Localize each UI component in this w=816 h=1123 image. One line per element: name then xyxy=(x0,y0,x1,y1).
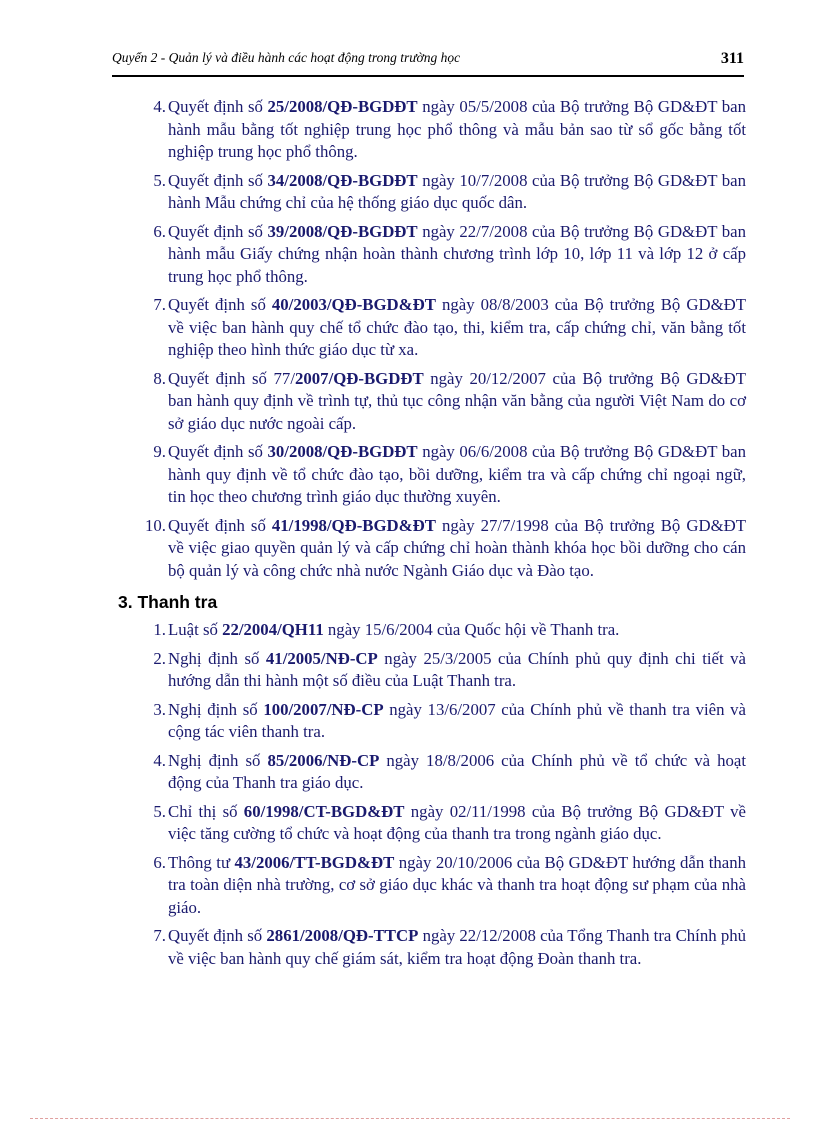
list-item xyxy=(153,221,746,289)
item-text-pre: Quyết định số xyxy=(168,97,268,116)
item-text-post: ngày 25/3/2005 của Chính phủ quy định chi tiết và hướng dẫn thi hành một số điều của Luật Thanh tra. xyxy=(168,648,746,690)
item-text-post: ngày 08/8/2003 của Bộ trưởng Bộ GD&ĐT về việc ban hành quy chế tổ chức đào tạo, thi, kiểm tra, cấp chứng chỉ, văn bằng tốt nghiệp theo hình thức giáo dục từ xa. xyxy=(168,295,746,359)
item-text-pre: Quyết định số xyxy=(168,926,267,945)
document-code: 100/2007/NĐ-CP xyxy=(263,699,384,719)
document-code: 41/1998/QĐ-BGD&ĐT xyxy=(271,515,436,535)
item-number: 6. xyxy=(153,221,166,241)
list-item xyxy=(153,801,746,846)
document-code: 43/2006/TT-BGD&ĐT xyxy=(234,852,395,872)
document-code: 40/2003/QĐ-BGD&ĐT xyxy=(271,295,436,314)
item-text-pre: Nghị định số xyxy=(168,699,264,719)
item-text-post: ngày 06/6/2008 của Bộ trưởng Bộ GD&ĐT ban hành quy định về tổ chức đào tạo, bồi dưỡng, kiểm tra và cấp chứng chỉ ngoại ngữ, tin học theo chương trình giáo dục thường xuyên. xyxy=(168,442,746,506)
item-text-post: ngày 27/7/1998 của Bộ trưởng Bộ GD&ĐT về việc giao quyền quản lý và cấp chứng chỉ hoàn thành khóa học bồi dưỡng cho cán bộ quản lý và công chức nhà nước Ngành Giáo dục và Đào tạo. xyxy=(168,515,746,580)
item-number: 7. xyxy=(153,295,166,314)
document-code: 2007/QĐ-BGDĐT xyxy=(295,368,424,388)
header-rule xyxy=(112,75,744,77)
item-text-pre: Quyết định số 77/ xyxy=(168,368,295,388)
document-code: 25/2008/QĐ-BGDĐT xyxy=(267,97,418,116)
item-number: 6. xyxy=(153,852,166,872)
item-text-pre: Chỉ thị số xyxy=(168,801,244,821)
list-item xyxy=(153,925,746,970)
item-number: 4. xyxy=(153,97,166,116)
item-number: 9. xyxy=(153,442,166,461)
list-item xyxy=(153,699,746,744)
footer-rule xyxy=(30,1118,790,1119)
item-number: 2. xyxy=(153,648,166,668)
item-text-pre: Thông tư xyxy=(168,852,235,872)
document-code: 34/2008/QĐ-BGDĐT xyxy=(267,170,418,190)
list-item xyxy=(153,852,746,920)
document-code: 39/2008/QĐ-BGDĐT xyxy=(267,221,418,241)
item-text-post: ngày 22/7/2008 của Bộ trưởng Bộ GD&ĐT ban hành mẫu Giấy chứng nhận hoàn thành chương trình lớp 10, lớp 11 và lớp 12 ở cấp trung học phổ thông. xyxy=(168,221,746,286)
item-number: 1. xyxy=(153,620,166,639)
page-number: 311 xyxy=(720,50,744,67)
item-text-post: ngày 20/12/2007 của Bộ trưởng Bộ GD&ĐT ban hành quy định về trình tự, thủ tục công nhận văn bằng của người Việt Nam do cơ sở giáo dục nước ngoài cấp. xyxy=(168,368,747,433)
list-item xyxy=(153,294,746,362)
item-text-post: ngày 15/6/2004 của Quốc hội về Thanh tra. xyxy=(323,620,620,639)
item-number: 8. xyxy=(153,368,166,388)
document-code: 22/2004/QH11 xyxy=(222,620,324,639)
item-text-post: ngày 02/11/1998 của Bộ trưởng Bộ GD&ĐT về việc tăng cường tổ chức và hoạt động của thanh tra trong ngành giáo dục. xyxy=(168,801,746,843)
item-number: 4. xyxy=(153,750,166,770)
header-title: Quyển 2 - Quản lý và điều hành các hoạt động trong trường học xyxy=(112,50,461,65)
item-text-post: ngày 18/8/2006 của Chính phủ về tổ chức và hoạt động của Thanh tra giáo dục. xyxy=(168,750,747,792)
item-text-pre: Quyết định số xyxy=(168,221,268,241)
item-number: 10. xyxy=(145,515,166,535)
item-text-pre: Luật số xyxy=(168,620,223,639)
item-text-pre: Nghị định số xyxy=(168,648,266,668)
document-code: 30/2008/QĐ-BGDĐT xyxy=(267,442,418,461)
item-text-pre: Nghị định số xyxy=(168,750,268,770)
list-item xyxy=(153,648,746,693)
item-text-post: ngày 22/12/2008 của Tổng Thanh tra Chính phủ về việc ban hành quy chế giám sát, kiểm tra hoạt động Đoàn thanh tra. xyxy=(168,926,746,968)
list-item xyxy=(153,619,746,642)
item-number: 5. xyxy=(153,801,166,821)
item-number: 5. xyxy=(153,170,166,190)
item-text-post: ngày 10/7/2008 của Bộ trưởng Bộ GD&ĐT ban hành Mẫu chứng chỉ của hệ thống giáo dục quốc dân. xyxy=(168,170,746,212)
item-text-pre: Quyết định số xyxy=(168,515,272,535)
item-text-pre: Quyết định số xyxy=(168,295,272,314)
list-item xyxy=(153,170,746,215)
document-code: 60/1998/CT-BGD&ĐT xyxy=(243,801,405,821)
item-text-pre: Quyết định số xyxy=(168,170,268,190)
list-item xyxy=(153,368,747,436)
list-item xyxy=(153,750,747,795)
document-code: 41/2005/NĐ-CP xyxy=(265,648,378,668)
inspection-list xyxy=(0,619,816,970)
list-item xyxy=(153,96,746,164)
list-item xyxy=(153,441,746,509)
item-number: 3. xyxy=(153,699,166,719)
page-header xyxy=(112,50,744,74)
item-number: 7. xyxy=(153,926,166,945)
page-content xyxy=(0,96,816,976)
decision-list xyxy=(0,96,816,582)
section-title: 3. Thanh tra xyxy=(118,592,218,612)
item-text-post: ngày 05/5/2008 của Bộ trưởng Bộ GD&ĐT ban hành mẫu bằng tốt nghiệp trung học phổ thông và mẫu bản sao từ sổ gốc bằng tốt nghiệp trung học phổ thông. xyxy=(168,97,746,161)
item-text-pre: Quyết định số xyxy=(168,442,268,461)
document-code: 2861/2008/QĐ-TTCP xyxy=(266,926,419,945)
item-text-post: ngày 20/10/2006 của Bộ GD&ĐT hướng dẫn thanh tra toàn diện nhà trường, cơ sở giáo dục khác và thanh tra hoạt động sư phạm của nhà giáo. xyxy=(168,852,746,917)
item-text-post: ngày 13/6/2007 của Chính phủ về thanh tra viên và cộng tác viên thanh tra. xyxy=(168,699,746,741)
list-item xyxy=(145,515,746,583)
document-code: 85/2006/NĐ-CP xyxy=(267,750,380,770)
